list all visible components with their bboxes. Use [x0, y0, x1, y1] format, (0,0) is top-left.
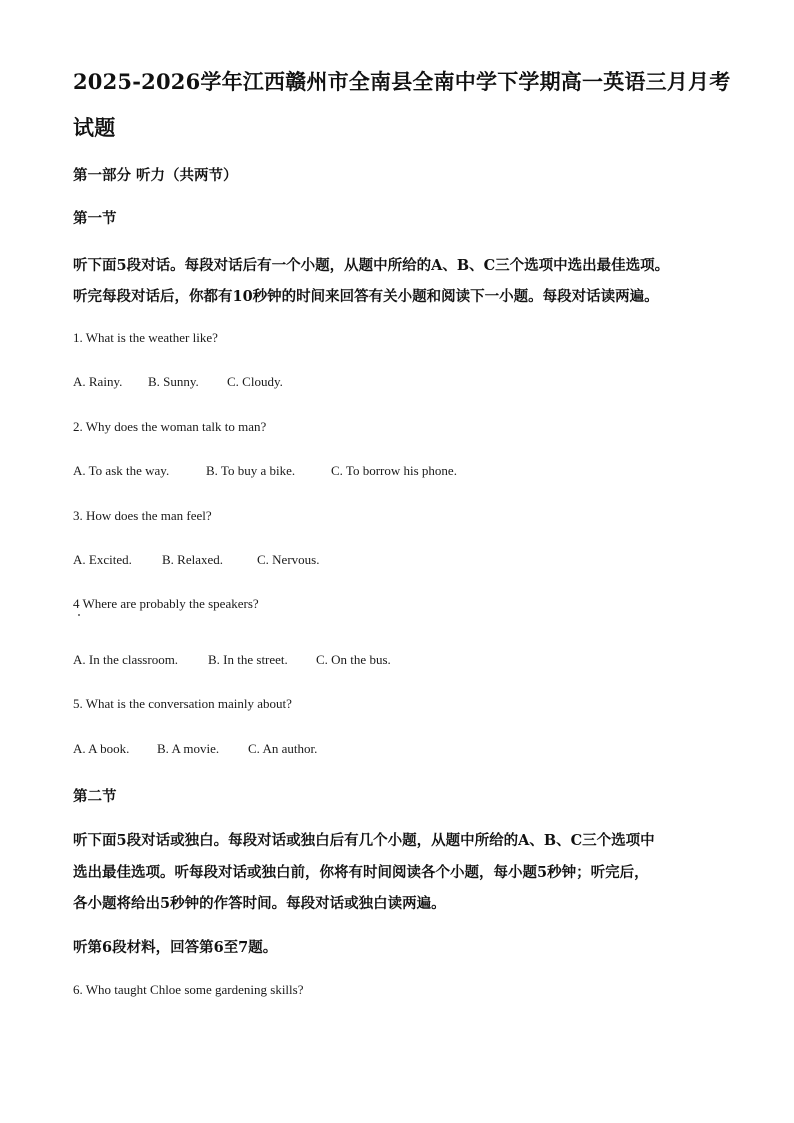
question-2-options [73, 463, 457, 479]
material-6-note: 听第6段材料，回答第6至7题。 [73, 939, 278, 956]
question-6-stem: 6. Who taught Chloe some gardening skills? [73, 982, 304, 997]
question-4-option-c: C. On the bus. [316, 652, 391, 667]
question-2-option-a: A. To ask the way. [73, 463, 170, 478]
question-4-option-a: A. In the classroom. [73, 652, 179, 667]
part1-heading: 第一部分 听力（共两节） [73, 167, 238, 184]
question-1-stem: 1. What is the weather like? [73, 330, 218, 345]
section1-instructions-line2: 听完每段对话后，你都有10秒钟的时间来回答有关小题和阅读下一小题。每段对话读两遍。 [73, 288, 659, 305]
question-1-options [73, 374, 283, 390]
question-4-stem: 4 Where are probably the speakers? [73, 596, 259, 611]
question-1-option-a: A. Rainy. [73, 374, 123, 389]
section2-instructions-line2: 选出最佳选项。听每段对话或独白前，你将有时间阅读各个小题，每小题5秒钟；听完后， [73, 864, 649, 881]
question-1-option-c: C. Cloudy. [227, 374, 283, 389]
question-3-option-c: C. Nervous. [257, 552, 320, 567]
question-3-options [73, 552, 319, 568]
stray-dot-mark [78, 614, 80, 616]
question-5-option-a: A. A book. [73, 741, 130, 756]
section2-instructions-line1: 听下面5段对话或独白。每段对话或独白后有几个小题，从题中所给的A、B、C三个选项中 [73, 832, 655, 849]
section2-instructions-line3: 各小题将给出5秒钟的作答时间。每段对话或独白读两遍。 [73, 895, 446, 912]
document-title-line2: 试题 [73, 115, 116, 140]
question-3-option-a: A. Excited. [73, 552, 132, 567]
question-2-stem: 2. Why does the woman talk to man? [73, 419, 267, 434]
section1-heading: 第一节 [73, 210, 117, 227]
question-5-option-c: C. An author. [248, 741, 318, 756]
question-3-stem: 3. How does the man feel? [73, 508, 212, 523]
section2-heading: 第二节 [73, 788, 117, 805]
question-2-option-c: C. To borrow his phone. [331, 463, 457, 478]
question-5-option-b: B. A movie. [157, 741, 220, 756]
question-4-option-b: B. In the street. [208, 652, 288, 667]
question-5-options [73, 741, 317, 757]
section1-instructions-line1: 听下面5段对话。每段对话后有一个小题，从题中所给的A、B、C三个选项中选出最佳选项。 [73, 257, 670, 274]
question-1-option-b: B. Sunny. [148, 374, 199, 389]
question-3-option-b: B. Relaxed. [162, 552, 224, 567]
document-title-line1: 2025-2026学年江西赣州市全南县全南中学下学期高一英语三月月考 [73, 69, 731, 94]
question-4-options [73, 652, 391, 668]
question-5-stem: 5. What is the conversation mainly about? [73, 696, 292, 711]
question-2-option-b: B. To buy a bike. [206, 463, 296, 478]
